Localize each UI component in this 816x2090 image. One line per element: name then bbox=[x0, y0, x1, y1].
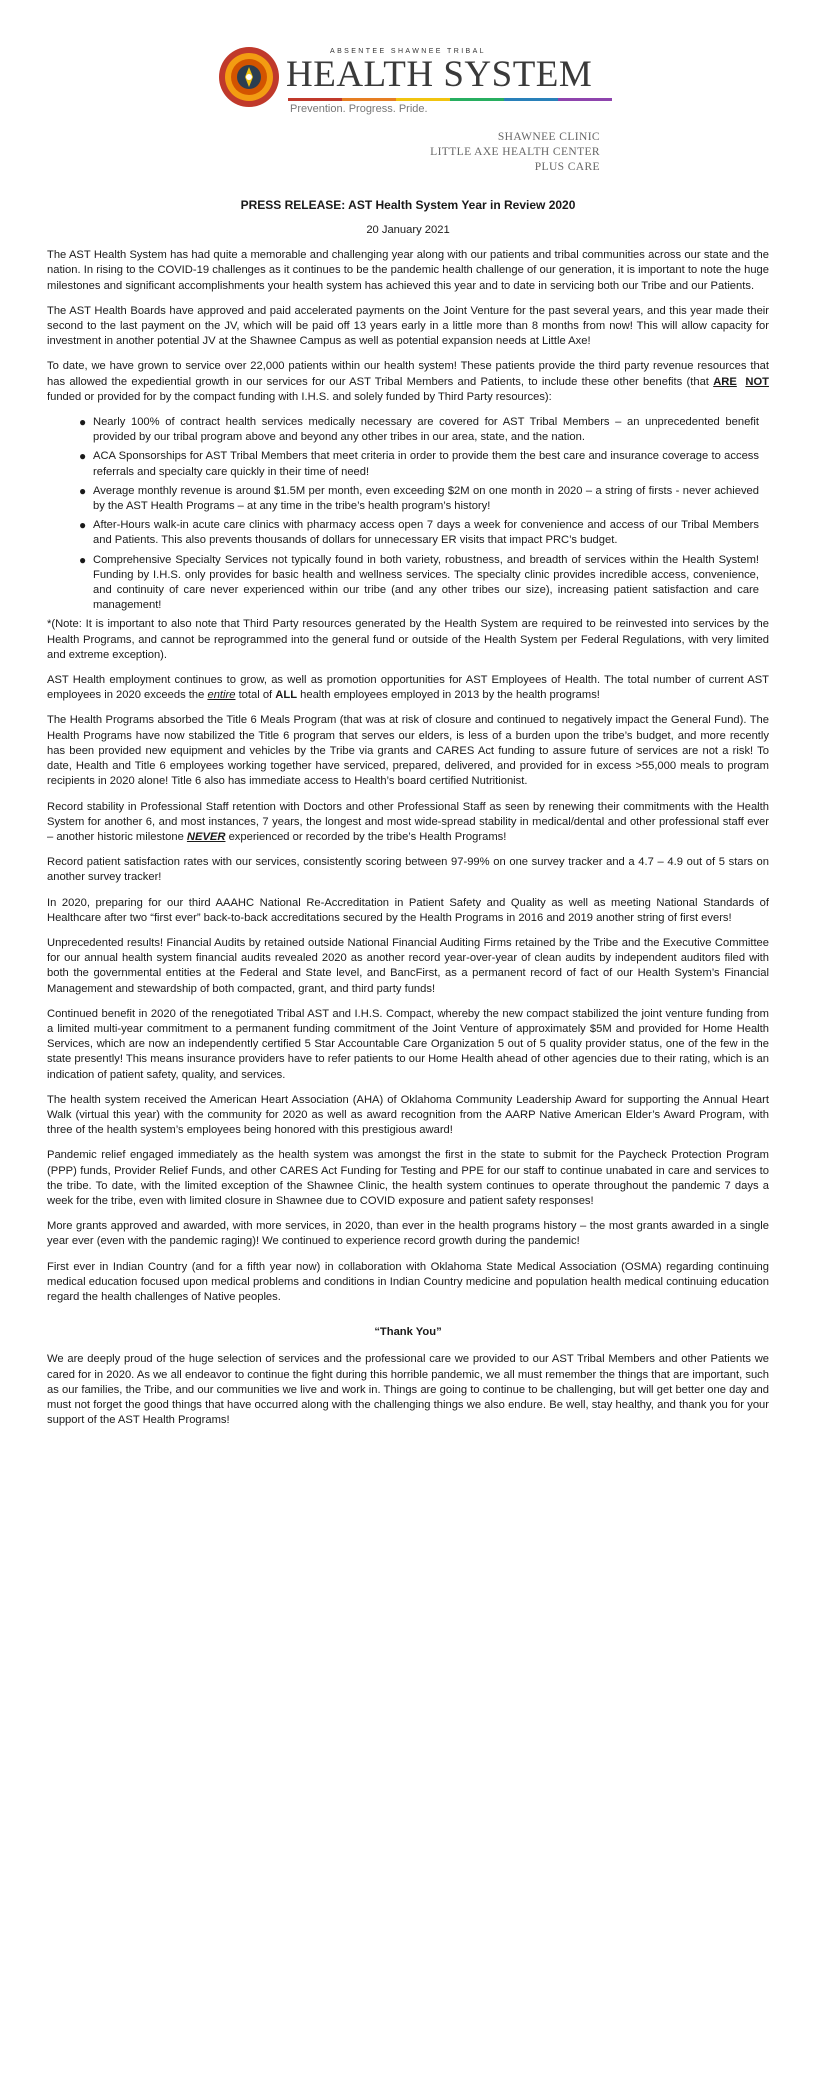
paragraph: In 2020, preparing for our third AAAHC National Re-Accreditation in Patient Safety and Quality as well as meeting National Standards of Healthcare after two “first ever” back-to-back accreditations secured by the Health Programs in 2016 and 2019 another string of first evers! bbox=[47, 896, 769, 924]
logo-bar-segment bbox=[504, 98, 558, 101]
health-system-logo bbox=[218, 46, 618, 115]
paragraph: Continued benefit in 2020 of the renegotiated Tribal AST and I.H.S. Compact, whereby the new compact stabilized the joint venture funding from a limited multi-year commitment to a permanent funding commitment of the Joint Venture of approximately $5M and provided for Home Health Services, which are now an independently certified 5 Star Accountable Care Organization 5 out of 5 quality provider status, one of the few in the state presently! This means insurance providers have to refer patients to our Home Health ahead of other agencies due to their rating, which is an indication of patient safety, quality, and services. bbox=[47, 1007, 769, 1081]
logo-bar-segment bbox=[342, 98, 396, 101]
paragraph: Unprecedented results! Financial Audits by retained outside National Financial Auditing Firms retained by the Tribe and the Executive Committee for our annual health system financial audits revealed 2020 as another record year-over-year of clean audits by independent auditors filed with both the governmental entities at the Federal and State level, and BancFirst, as a permanent record of fact of our Health System’s Financial Management and stewardship of both compacted, grant, and third party funds! bbox=[47, 936, 769, 995]
logo-bar-segment bbox=[288, 98, 342, 101]
clinic-name: PLUS CARE bbox=[534, 161, 600, 173]
emphasis-text: NOT bbox=[745, 375, 769, 388]
text-span: health employees employed in 2013 by the health programs! bbox=[297, 689, 600, 702]
list-item bbox=[47, 518, 769, 548]
text-span: AST Health employment continues to grow, as well as promotion opportunities for AST Employees of Health. The total number of current AST employees in 2020 exceeds the bbox=[47, 674, 769, 702]
text-span: Record stability in Professional Staff retention with Doctors and other Professional Staff as seen by renewing their commitments with the Health System for another 6, and most instances, 7 years, the longest and most wide-spread stability in medical/dental and other professional staff ever – another historic milestone bbox=[47, 800, 769, 843]
text-span: To date, we have grown to service over 22,000 patients within our health system! These patients provide the third party revenue resources that has allowed the expediential growth in our services for our AST Tribal Members and Patients, to include these other benefits (that bbox=[47, 360, 769, 388]
clinic-list bbox=[430, 130, 600, 175]
tribal-seal-icon bbox=[218, 46, 280, 108]
paragraph: The AST Health System has had quite a memorable and challenging year along with our patients and tribal communities across our state and the nation. In rising to the COVID-19 challenges as it continues to be the pandemic health challenge of our generation, it is important to note the huge milestones and significant accomplishments your health system has achieved this year and to date in servicing both our Tribe and our Patients. bbox=[47, 249, 769, 292]
text-span: total of bbox=[235, 689, 276, 702]
logo-color-bar bbox=[288, 98, 612, 101]
closing-paragraph: We are deeply proud of the huge selection of services and the professional care we provided to our AST Tribal Members and other Patients we cared for in 2020. As we all endeavor to continue the fight during this horrible pandemic, we all must remember the things that are important, such as our families, the Tribe, and our communities we live and work in. Things are going to continue to be challenging, but will get better one day and must not forget the good things that have occurred along with the challenging things we also endure. Be well, stay healthy, and thank you for your support of the AST Health Programs! bbox=[47, 1353, 769, 1427]
list-item bbox=[47, 415, 769, 445]
note-paragraph: *(Note: It is important to also note that Third Party resources generated by the Health System are required to be reinvested into services by the Health Programs, and cannot be reprogrammed into the general fund or outside of the Health System per Federal Regulations, with very limited and extreme exception). bbox=[47, 618, 769, 661]
emphasis-text: ALL bbox=[275, 689, 298, 702]
logo-bar-segment bbox=[450, 98, 504, 101]
paragraph bbox=[47, 800, 769, 846]
logo-subtitle: ABSENTEE SHAWNEE TRIBAL bbox=[330, 48, 486, 55]
paragraph: The Health Programs absorbed the Title 6 Meals Program (that was at risk of closure and continued to negatively impact the General Fund). The Health Programs have now stabilized the Title 6 program that serves our elders, is less of a burden upon the tribe’s budget, and more recently has been provided new equipment and vehicles by the Tribe via grants and CARES Act funding to assure future of services are not a risk! To date, Health and Title 6 employees working together have serviced, prepared, delivered, and provided for in excess >55,000 meals to program recipients in 2020 alone! Title 6 also has immediate access to Health’s board certified Nutritionist. bbox=[47, 714, 769, 788]
paragraph: The AST Health Boards have approved and paid accelerated payments on the Joint Venture for the past several years, and this year made their second to the last payment on the JV, which will be paid off 13 years early in a little more than 8 months from now! This will allow capacity for investment in another potential JV at the Shawnee Campus as well as potential expansion needs at Little Axe! bbox=[47, 304, 769, 348]
paragraph: Record patient satisfaction rates with our services, consistently scoring between 97-99% on one survey tracker and a 4.7 – 4.9 out of 5 stars on another survey tracker! bbox=[47, 856, 769, 884]
emphasis-text: entire bbox=[207, 689, 236, 702]
paragraph: First ever in Indian Country (and for a fifth year now) in collaboration with Oklahoma State Medical Association (OSMA) regarding continuing medical education focused upon medical problems and conditions in Indian Country medicine and population health medical continuing education regard the health challenges of Native peoples. bbox=[47, 1260, 769, 1303]
logo-title: HEALTH SYSTEM bbox=[286, 54, 593, 95]
release-date: 20 January 2021 bbox=[366, 224, 450, 236]
list-item-text: ACA Sponsorships for AST Tribal Members that meet criteria in order to provide them the best care and insurance coverage to access referrals and specialty care quickly in their time of need! bbox=[93, 450, 759, 478]
bullet-icon: ● bbox=[79, 449, 87, 464]
paragraph bbox=[47, 359, 769, 405]
logo-bar-segment bbox=[558, 98, 612, 101]
page-title: PRESS RELEASE: AST Health System Year in Review 2020 bbox=[240, 198, 576, 212]
bullet-icon: ● bbox=[79, 552, 87, 567]
list-item bbox=[47, 449, 769, 479]
list-item-text: Nearly 100% of contract health services medically necessary are covered for AST Tribal Members – an unprecedented benefit provided by our tribal program above and beyond any other tribes in our area, state, and the nation. bbox=[93, 416, 759, 444]
list-item bbox=[47, 484, 769, 514]
paragraph: The health system received the American Heart Association (AHA) of Oklahoma Community Leadership Award for supporting the Annual Heart Walk (virtual this year) with the community for 2020 as well as award recognition from the AARP Native American Elder’s Award Program, with three of the health system’s employees being honored with this prestigious award! bbox=[47, 1093, 769, 1137]
text-span: funded or provided for by the compact funding with I.H.S. and solely funded by Third Party resources): bbox=[47, 390, 552, 403]
text-span: experienced or recorded by the tribe’s Health Programs! bbox=[225, 830, 507, 843]
clinic-name: LITTLE AXE HEALTH CENTER bbox=[430, 146, 600, 158]
list-item-text: Comprehensive Specialty Services not typically found in both variety, robustness, and breadth of services within the Health System! Funding by I.H.S. only provides for basic health and wellness services. The specialty clinic provides incredible access, convenience, and continuity of care never experienced within our tribe (and any other tribes our size), increasing patient satisfaction and care management! bbox=[93, 553, 759, 612]
list-item bbox=[47, 553, 769, 614]
list-item-text: After-Hours walk-in acute care clinics with pharmacy access open 7 days a week for convenience and access of our Tribal Members and Patients. This also prevents thousands of dollars for unnecessary ER visits that impact PRC’s budget. bbox=[93, 519, 759, 547]
paragraph: More grants approved and awarded, with more services, in 2020, than ever in the health programs history – the most grants awarded in a single year ever (even with the pandemic raging)! We continued to experience record growth during the pandemic! bbox=[47, 1220, 769, 1248]
logo-bar-segment bbox=[396, 98, 450, 101]
emphasis-text: NEVER bbox=[186, 830, 226, 843]
paragraph bbox=[47, 673, 769, 703]
logo-tagline: Prevention. Progress. Pride. bbox=[290, 103, 428, 115]
emphasis-text: ARE bbox=[713, 375, 737, 388]
press-release-body bbox=[47, 197, 769, 1438]
bullet-icon: ● bbox=[79, 518, 87, 533]
list-item-text: Average monthly revenue is around $1.5M per month, even exceeding $2M on one month in 2020 – a string of firsts - never achieved by the AST Health Programs – at any time in the tribe’s health program’s history! bbox=[93, 484, 759, 513]
thank-you-heading: “Thank You” bbox=[374, 1326, 442, 1339]
bullet-icon: ● bbox=[79, 415, 87, 430]
clinic-name: SHAWNEE CLINIC bbox=[497, 131, 600, 143]
paragraph: Pandemic relief engaged immediately as the health system was amongst the first in the state to submit for the Paycheck Protection Program (PPP) funds, Provider Relief Funds, and other CARES Act Funding for Testing and PPE for our staff to continue unabated in care and services to the tribe. To date, with the limited exception of the Shawnee Clinic, the health system continues to operate throughout the pandemic 7 days a week for the tribe, even with limited closure in Shawnee due to COVID exposure and patient safety responses! bbox=[47, 1149, 769, 1207]
benefits-list bbox=[47, 415, 769, 613]
bullet-icon: ● bbox=[79, 483, 87, 498]
